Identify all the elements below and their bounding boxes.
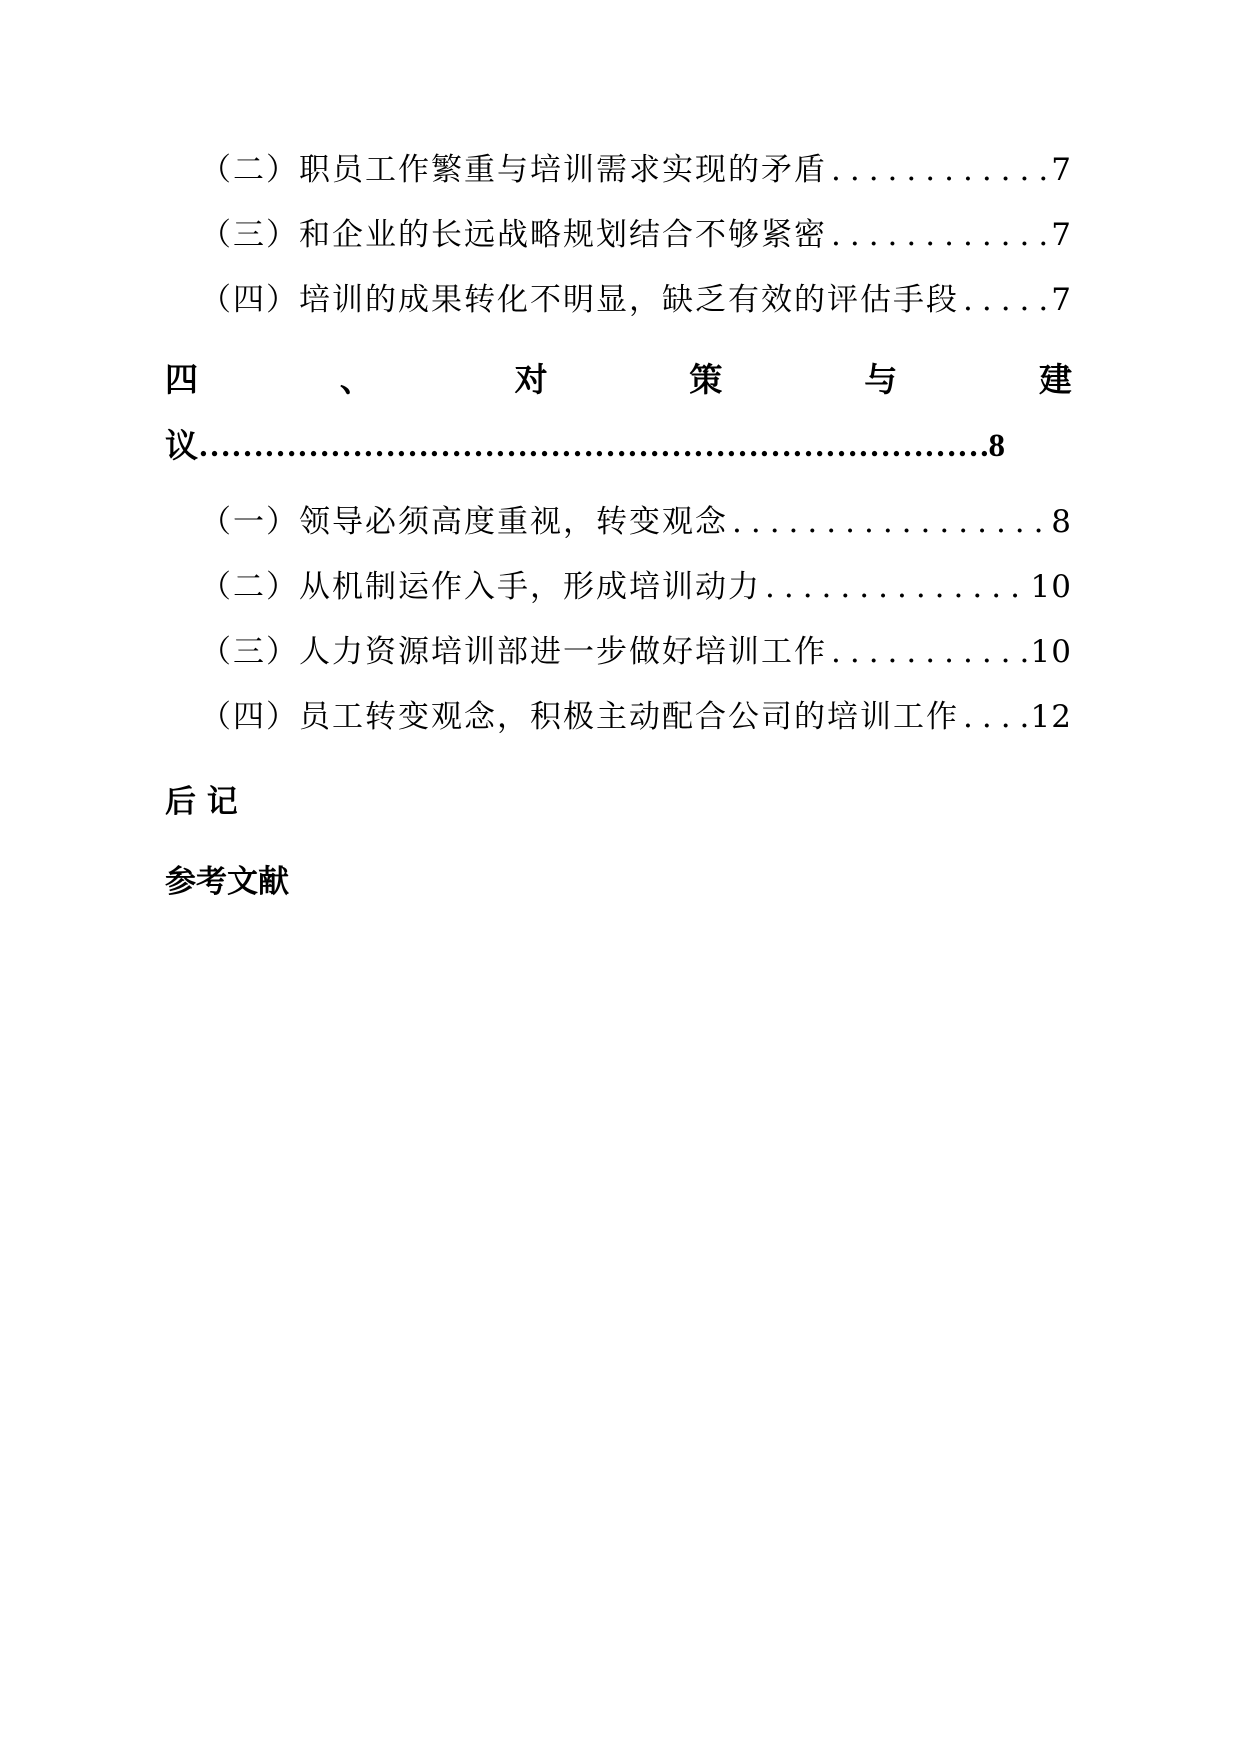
toc-leader-dots — [827, 215, 1051, 255]
toc-entry-label: （三）和企业的长远战略规划结合不够紧密 — [200, 217, 827, 253]
toc-entry-label: （二）从机制运作入手，形成培训动力 — [200, 569, 761, 605]
toc-entry-label: （三）人力资源培训部进一步做好培训工作 — [200, 634, 827, 670]
toc-leader-dots — [959, 280, 1051, 320]
toc-entry[interactable] — [200, 628, 1072, 672]
toc-entry[interactable] — [200, 146, 1072, 190]
toc-entry-label: （二）职员工作繁重与培训需求实现的矛盾 — [200, 152, 827, 188]
toc-leader-dots — [959, 697, 1031, 737]
chapter-char: 策 — [689, 360, 723, 399]
toc-entry[interactable] — [200, 211, 1072, 255]
toc-entry-label: （四）员工转变观念，积极主动配合公司的培训工作 — [200, 699, 959, 735]
toc-leader-dots — [761, 567, 1031, 607]
toc-leader-dots — [827, 150, 1051, 190]
toc-page-number: 10 — [1030, 569, 1072, 605]
toc-entry-label: （一）领导必须高度重视，转变观念 — [200, 504, 728, 540]
toc-entry[interactable] — [200, 563, 1072, 607]
chapter-char: 建 — [1038, 360, 1072, 399]
toc-page-number: 7 — [1051, 217, 1072, 253]
toc-chapter-heading[interactable] — [165, 352, 1072, 400]
toc-entry-label: （四）培训的成果转化不明显，缺乏有效的评估手段 — [200, 282, 959, 318]
toc-page-number: 12 — [1030, 699, 1072, 735]
chapter-char: 、 — [339, 360, 373, 399]
toc-leader-dots — [198, 426, 980, 466]
toc-page-number: 7 — [1051, 152, 1072, 188]
chapter-char: 与 — [864, 360, 898, 399]
toc-page-number: 8 — [1051, 504, 1072, 540]
toc-page-number: 10 — [1030, 634, 1072, 670]
toc-chapter-continuation[interactable] — [165, 418, 1005, 466]
toc-afterword[interactable]: 后 记 — [165, 784, 238, 820]
chapter-char: 议 — [165, 426, 198, 465]
toc-page-number: 7 — [1051, 282, 1072, 318]
chapter-char: 四 — [165, 360, 198, 399]
toc-entry[interactable] — [200, 498, 1072, 542]
toc-references[interactable]: 参考文献 — [165, 864, 289, 900]
chapter-char: 对 — [514, 360, 548, 399]
toc-entry[interactable] — [200, 276, 1072, 320]
toc-leader-dots — [728, 502, 1051, 542]
toc-page-number: .8 — [980, 428, 1005, 464]
toc-leader-dots — [827, 632, 1031, 672]
toc-entry[interactable] — [200, 693, 1072, 737]
